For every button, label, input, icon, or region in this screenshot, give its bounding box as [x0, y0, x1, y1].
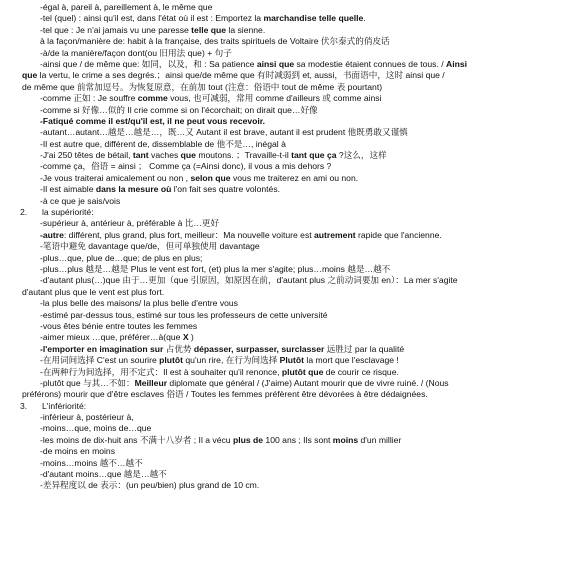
text-line [0, 310, 575, 321]
text-run: -comme 正如 : Je souffre [40, 93, 138, 104]
text-run: diplomate que général / (J'aime) Autant mourir que de vivre ruiné. / (Nous [167, 377, 449, 388]
text-line [0, 173, 575, 184]
section-heading [0, 207, 575, 218]
text-run: -笔语中避免 davantage que/de，但可单独使用 davantage [40, 241, 260, 252]
bold-text: plutôt que [281, 366, 324, 377]
text-line [0, 332, 575, 343]
text-run: -Il est aimable [40, 184, 96, 195]
text-line [0, 218, 575, 229]
bold-text: Ainsi [446, 58, 468, 69]
text-run: -plus…plus 越是…越是 Plus le vent est fort, (et) plus la mer s'agite; plus…moins 越是…越不 [40, 263, 391, 274]
text-run: -autant…autant…越是…越是…，既…又 Autant il est brave, autant il est prudent 他既勇敢又谨慎 [40, 127, 408, 138]
text-run: -aimer mieux …que, préférer…à(que [40, 332, 183, 343]
bold-text: -l'emporter en imagination sur [40, 343, 164, 354]
text-run: préférons) mourir que d'être esclaves 俗语 / Toutes les femmes préfèrent être dévorées à être dédaignées. [22, 389, 428, 400]
text-line [0, 458, 575, 469]
text-run: -la plus belle des maisons/ la plus belle d'entre vous [40, 298, 238, 309]
bold-text: tant [132, 150, 149, 161]
text-run: -J'ai 250 têtes de bétail, [40, 150, 133, 161]
text-run: -在两种行为间选择，用不定式：Il est à souhaiter qu'il renonce, [40, 366, 282, 377]
text-line [0, 378, 575, 389]
text-run: -comme ça，俗语 = ainsi ； Comme ça (=Ainsi donc), il vous a mis dehors ? [40, 161, 332, 172]
text-line [0, 446, 575, 457]
text-line [0, 184, 575, 195]
text-line [0, 59, 575, 70]
text-run: de même que 前常加逗号。为恢复原意，在前加 tout (注意：俗语中 tout de même 表 pourtant) [22, 81, 383, 92]
text-run: d'autant plus que le vent est plus fort. [22, 286, 165, 297]
text-run: L'infériorité: [42, 400, 87, 411]
text-run: -vous êtes bénie entre toutes les femmes [40, 320, 198, 331]
text-run: 远胜过 par la qualité [324, 343, 405, 354]
text-line [0, 13, 575, 24]
bold-text: dépasser, surpasser, surclasser [193, 343, 325, 354]
text-run: -plutôt que 与其…不如： [40, 377, 135, 388]
section-number: 2. [20, 207, 28, 218]
text-line [0, 241, 575, 252]
text-line [0, 389, 575, 400]
text-run: -estimé par-dessus tous, estimé sur tous les professeurs de cette université [40, 309, 328, 320]
text-line [0, 196, 575, 207]
text-line [0, 480, 575, 491]
bold-text: tant que ça [291, 150, 337, 161]
text-line [0, 435, 575, 446]
text-line [0, 275, 575, 286]
text-line [0, 139, 575, 150]
bold-text: Plutôt [279, 355, 305, 366]
bold-text: ainsi que [256, 58, 295, 69]
bold-text: moins [332, 434, 359, 445]
text-run: moutons. ；Travaille-t-il [195, 150, 292, 161]
text-line [0, 230, 575, 241]
text-line [0, 82, 575, 93]
bold-text: dans la mesure où [95, 184, 172, 195]
text-run: 100 ans ; Ils sont [263, 434, 333, 445]
text-run: -moins…que, moins de…que [40, 423, 152, 434]
text-run: qu'un rire, 在行为间选择 [183, 355, 280, 366]
text-run: la supériorité: [42, 207, 94, 218]
text-run: la mort que l'esclavage ! [304, 355, 399, 366]
text-line [0, 93, 575, 104]
bold-text: plutôt [159, 355, 183, 366]
text-run: rapide que l'ancienne. [355, 229, 442, 240]
text-run: 占优势 [163, 343, 194, 354]
text-line [0, 344, 575, 355]
text-line [0, 105, 575, 116]
text-run: d'un millier [358, 434, 402, 445]
text-line [0, 25, 575, 36]
text-run: -égal à, pareil à, pareillement à, le même que [40, 2, 213, 12]
section-number: 3. [20, 400, 28, 411]
bold-text: Meilleur [134, 377, 168, 388]
text-line [0, 116, 575, 127]
text-line [0, 150, 575, 161]
text-run: vous me traiterez en ami ou non. [230, 172, 359, 183]
text-line [0, 469, 575, 480]
text-line [0, 36, 575, 47]
text-line [0, 70, 575, 81]
text-line [0, 355, 575, 366]
text-run: -les moins de dix-huit ans 不满十八岁者 ; Il a vécu [40, 434, 233, 445]
text-run: -à ce que je sais/vois [40, 195, 121, 206]
bold-text: autrement [314, 229, 356, 240]
text-run: -Il est autre que, différent de, dissemblable de 他不是…, inégal à [40, 138, 286, 149]
text-run: ?这么，这样 [336, 150, 387, 161]
text-run: -ainsi que / de même que: 如同，以及，和 : Sa patience [40, 58, 257, 69]
text-run: -tel que : Je n'ai jamais vu une paresse [40, 24, 192, 35]
text-run: vaches [148, 150, 181, 161]
text-line [0, 253, 575, 264]
text-line [0, 287, 575, 298]
text-run: la sienne. [226, 24, 266, 35]
text-run: -moins…moins 越不…越不 [40, 457, 143, 468]
text-line [0, 367, 575, 378]
text-run: -plus…que, plue de…que; de plus en plus; [40, 252, 203, 263]
text-run: -comme si 好像…似的 Il crie comme si on l'écorchait; on dirait que…好像 [40, 104, 318, 115]
bold-text: comme [137, 93, 168, 104]
text-run: -tel (quel) : ainsi qu'il est, dans l'état où il est : Emportez la [40, 13, 264, 24]
text-run: : différent, plus grand, plus fort, meilleur：Ma nouvelle voiture est [63, 229, 315, 240]
text-run: de courir ce risque. [323, 366, 399, 377]
text-line [0, 321, 575, 332]
text-run: vous, 也可减弱，常用 comme d'ailleurs 或 comme ainsi [167, 93, 382, 104]
text-line [0, 48, 575, 59]
text-run: -Je vous traiterai amicalement ou non , [40, 172, 191, 183]
text-line [0, 423, 575, 434]
text-run: à la façon/manière de: habit à la française, des traits spirituels de Voltaire 伏尔泰式的俏皮话 [40, 36, 390, 47]
text-run: ) [188, 332, 194, 343]
text-run: -inférieur à, postérieur à, [40, 412, 134, 423]
bold-text: selon que [190, 172, 231, 183]
text-line [0, 264, 575, 275]
section-heading [0, 401, 575, 412]
text-run: -de moins en moins [40, 446, 115, 457]
text-run: -à/de la manière/façon dont(ou 旧用法 que) + 句子 [40, 47, 232, 58]
bold-text: que [22, 70, 38, 81]
bold-text: que [180, 150, 196, 161]
bold-text: telle que [191, 24, 227, 35]
text-line [0, 127, 575, 138]
text-run: la vertu, le crime a ses degrés.；ainsi que/de même que 有时减弱到 et, aussi，书面语中，这时 ainsi que / [37, 70, 445, 81]
text-run: -差异程度以 de 表示：(un peu/bien) plus grand de 10 cm. [40, 480, 260, 491]
text-run: sa modestie étaient connues de tous. / [294, 58, 447, 69]
text-line [0, 298, 575, 309]
text-run: l'on fait ses quatre volontés. [171, 184, 281, 195]
bold-text: -Fatiqué comme il est/qu'il est, il ne peut vous recevoir. [40, 115, 266, 126]
text-line [0, 2, 575, 13]
bold-text: -autre [40, 229, 64, 240]
text-run: -supérieur à, antérieur à, préférable à 比…更好 [40, 218, 220, 229]
document-page [0, 2, 575, 492]
text-run: . [363, 13, 366, 24]
text-line [0, 412, 575, 423]
text-run: -d'autant plus(…)que 由于…更加（que 引原因，如原因在前，d'autant plus 之前动词要加 en）：La mer s'agite [40, 275, 458, 286]
bold-text: plus de [232, 434, 264, 445]
bold-text: marchandise telle quelle [263, 13, 364, 24]
text-run: -d'autant moins…que 越是…越不 [40, 469, 167, 480]
bold-text: X [182, 332, 189, 343]
text-run: -在用词间选择 C'est un sourire [40, 355, 160, 366]
text-line [0, 161, 575, 172]
